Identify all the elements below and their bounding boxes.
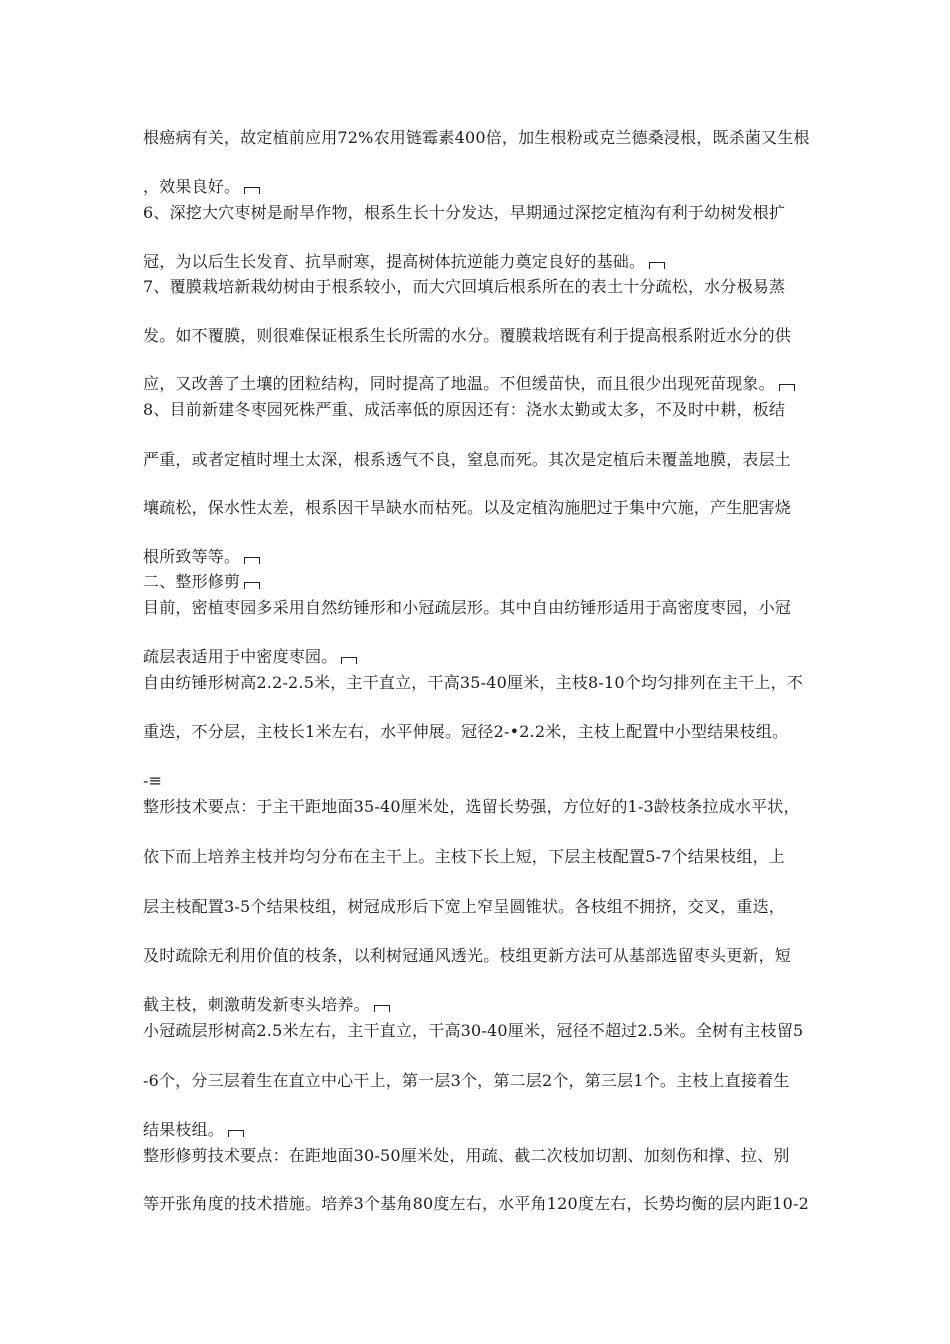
text-line: 截主枝，刺激萌发新枣头培养。 (143, 995, 843, 1015)
text-line: 根所致等等。 (143, 547, 843, 567)
paragraph-mark-icon (374, 1005, 390, 1012)
text-line: 层主枝配置3-5个结果枝组，树冠成形后下宽上窄呈圆锥状。各枝组不拥挤，交叉，重迭， (143, 897, 785, 916)
paragraph-mark-icon (244, 557, 260, 564)
paragraph-mark-icon (244, 187, 260, 194)
text-line: 整形技术要点：于主干距地面35-40厘米处，选留长势强，方位好的1-3龄枝条拉成水平状， (143, 797, 800, 816)
paragraph-mark-icon (228, 1130, 244, 1137)
paragraph-mark-icon (779, 384, 795, 391)
text-line: 6、深挖大穴枣树是耐旱作物，根系生长十分发达，早期通过深挖定植沟有利于幼树发根扩 (143, 203, 786, 222)
text-line: 重迭，不分层，主枝长1米左右，水平伸展。冠径2-•2.2米，主枝上配置中小型结果枝组。 (143, 722, 789, 741)
paragraph-mark-icon (649, 262, 665, 269)
text-line: 结果枝组。 (143, 1120, 843, 1140)
text-line: 及时疏除无利用价值的枝条，以利树冠通风透光。枝组更新方法可从基部选留枣头更新，短 (143, 946, 792, 965)
text-line: ，效果良好。 (143, 177, 843, 197)
paragraph-mark-icon (341, 657, 357, 664)
text-line: -6个，分三层着生在直立中心干上，第一层3个，第二层2个，第三层1个。主枝上直接着生 (143, 1071, 790, 1090)
text-line: 疏层表适用于中密度枣园。 (143, 647, 843, 667)
text-line: 依下而上培养主枝并均匀分布在主干上。主枝下长上短，下层主枝配置5-7个结果枝组，上 (143, 847, 785, 866)
text-line: 自由纺锤形树高2.2-2.5米，主干直立，干高35-40厘米，主枝8-10个均匀排列在主干上，不 (143, 673, 803, 692)
text-line: 目前，密植枣园多采用自然纺锤形和小冠疏层形。其中自由纺锤形适用于高密度枣园，小冠 (143, 598, 792, 617)
text-line: 小冠疏层形树高2.5米左右，主干直立，干高30-40厘米，冠径不超过2.5米。全树有主枝留5 (143, 1021, 804, 1040)
text-line: 8、目前新建冬枣园死株严重、成活率低的原因还有：浇水太勤或太多，不及时中耕，板结 (143, 400, 786, 419)
text-line: 根癌病有关，故定植前应用72%农用链霉素400倍，加生根粉或克兰德桑浸根，既杀菌又生根 (143, 128, 810, 147)
section-heading: 二、整形修剪 (143, 572, 843, 592)
paragraph-mark-icon (244, 582, 260, 589)
text-line: -≡ (143, 771, 163, 790)
text-line: 应，又改善了土壤的团粒结构，同时提高了地温。不但缓苗快，而且很少出现死苗现象。 (143, 374, 843, 394)
text-line: 严重，或者定植时埋土太深，根系透气不良，窒息而死。其次是定植后未覆盖地膜，表层土 (143, 450, 792, 469)
text-line: 整形修剪技术要点：在距地面30-50厘米处，用疏、截二次枝加切割、加刻伤和撑、拉、别 (143, 1146, 790, 1165)
text-line: 壤疏松，保水性太差，根系因干旱缺水而枯死。以及定植沟施肥过于集中穴施，产生肥害烧 (143, 498, 792, 517)
text-line: 发。如不覆膜，则很难保证根系生长所需的水分。覆膜栽培既有利于提高根系附近水分的供 (143, 326, 792, 345)
text-line: 冠，为以后生长发育、抗旱耐寒，提高树体抗逆能力奠定良好的基础。 (143, 252, 843, 272)
text-line: 7、覆膜栽培新栽幼树由于根系较小，而大穴回填后根系所在的表土十分疏松，水分极易蒸 (143, 277, 786, 296)
text-line: 等开张角度的技术措施。培养3个基角80度左右，水平角120度左右，长势均衡的层内距10-2 (143, 1194, 810, 1213)
